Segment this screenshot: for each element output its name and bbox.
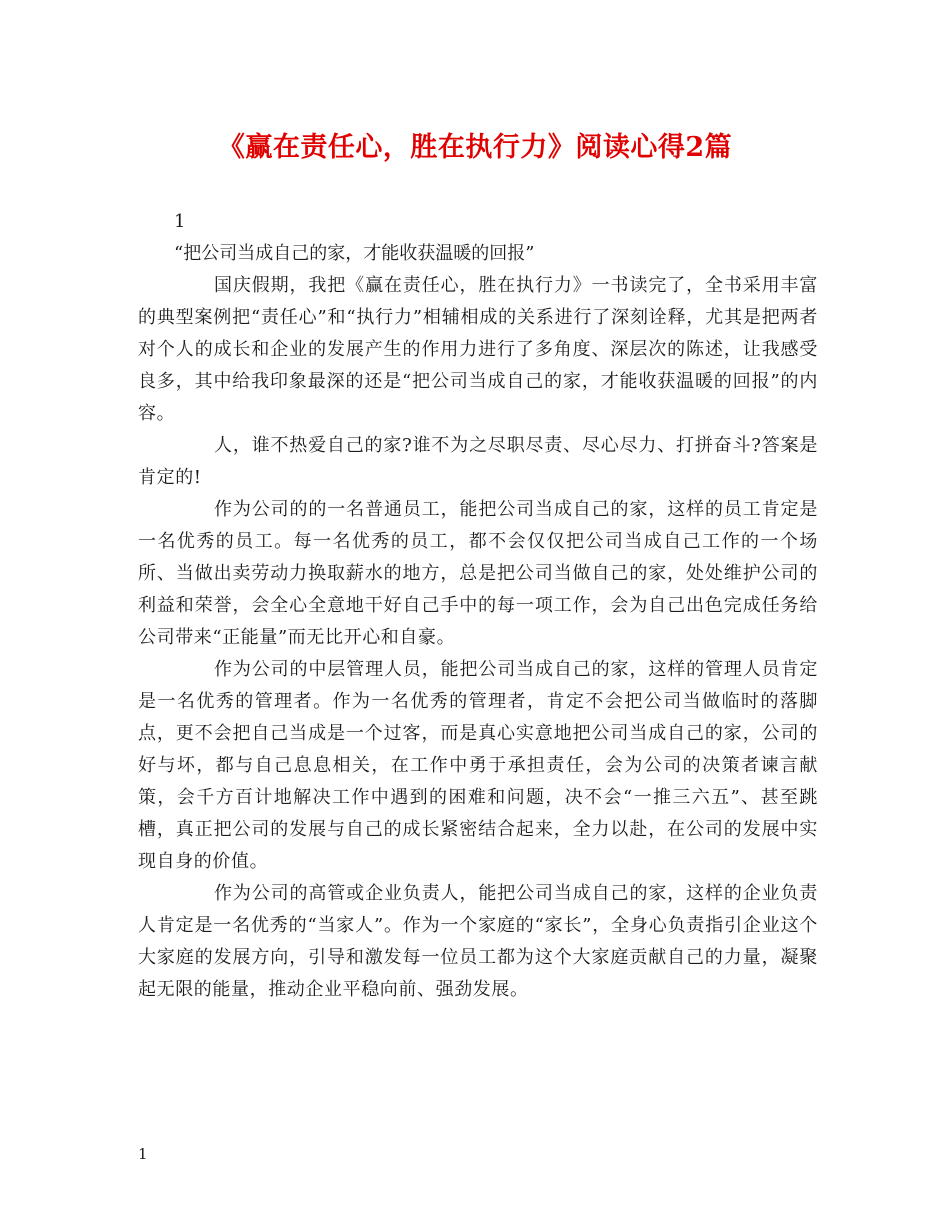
page-number: 1 — [138, 1145, 148, 1163]
paragraph-4: 作为公司的中层管理人员，能把公司当成自己的家，这样的管理人员肯定是一名优秀的管理者。作为一名优秀的管理者，肯定不会把公司当做临时的落脚点，更不会把自己当成是一个过客，而是真心实意地把公司当成自己的家，公司的好与坏，都与自己息息相关，在工作中勇于承担责任，会为公司的决策者谏言献策，会千方百计地解决工作中遇到的困难和问题，决不会“一推三六五”、甚至跳槽，真正把公司的发展与自己的成长紧密结合起来，全力以赴，在公司的发展中实现自身的价值。 — [138, 659, 818, 872]
paragraph-1: 国庆假期，我把《赢在责任心，胜在执行力》一书读完了，全书采用丰富的典型案例把“责任心”和“执行力”相辅相成的关系进行了深刻诠释，尤其是把两者对个人的成长和企业的发展产生的作用力进行了多角度、深层次的陈述，让我感受良多，其中给我印象最深的还是“把公司当成自己的家，才能收获温暖的回报”的内容。 — [138, 275, 818, 424]
paragraph-2: 人，谁不热爱自己的家?谁不为之尽职尽责、尽心尽力、打拼奋斗?答案是肯定的! — [138, 435, 818, 488]
section-subtitle: “把公司当成自己的家，才能收获温暖的回报” — [174, 243, 535, 264]
paragraph-5: 作为公司的高管或企业负责人，能把公司当成自己的家，这样的企业负责人肯定是一名优秀的“当家人”。作为一个家庭的“家长”，全身心负责指引企业这个大家庭的发展方向，引导和激发每一位员工都为这个大家庭贡献自己的力量，凝聚起无限的能量，推动企业平稳向前、强劲发展。 — [138, 883, 818, 1000]
document-body — [138, 206, 818, 1006]
paragraph-3: 作为公司的的一名普通员工，能把公司当成自己的家，这样的员工肯定是一名优秀的员工。每一名优秀的员工，都不会仅仅把公司当成自己工作的一个场所、当做出卖劳动力换取薪水的地方，总是把公司当做自己的家，处处维护公司的利益和荣誉，会全心全意地干好自己手中的每一项工作，会为自己出色完成任务给公司带来“正能量”而无比开心和自豪。 — [138, 499, 818, 648]
section-number: 1 — [174, 211, 186, 232]
page-title: 《赢在责任心，胜在执行力》阅读心得2篇 — [217, 132, 733, 163]
